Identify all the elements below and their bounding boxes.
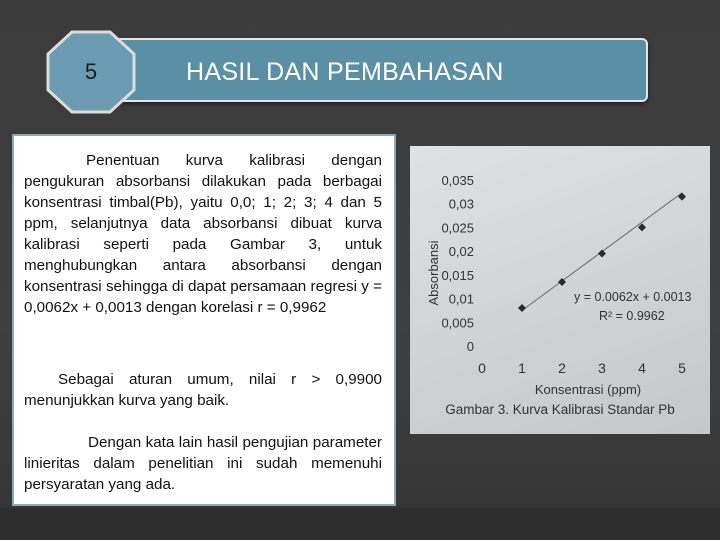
- data-point: [678, 193, 686, 201]
- y-tick-label: 0,03: [448, 196, 474, 212]
- x-tick-label: 1: [518, 360, 526, 376]
- data-point: [518, 304, 526, 312]
- data-point: [598, 250, 606, 258]
- y-tick-label: 0,035: [441, 173, 474, 188]
- y-tick-label: 0,01: [448, 291, 474, 307]
- paragraph-conclusion: Dengan kata lain hasil pengujian parameter linieritas dalam penelitian ini sudah memenuhi persyaratan yang ada.: [24, 434, 382, 493]
- x-tick-label: 5: [678, 360, 686, 376]
- x-tick-label: 4: [638, 360, 646, 376]
- x-tick-label: 2: [558, 360, 566, 376]
- regression-equation: y = 0.0062x + 0.0013: [574, 290, 692, 304]
- x-tick-label: 0: [478, 360, 486, 376]
- y-tick-label: 0: [466, 339, 474, 354]
- y-axis-label: Absorbansi: [426, 240, 441, 306]
- slide-title: HASIL DAN PEMBAHASAN: [186, 58, 504, 86]
- x-axis-label: Konsentrasi (ppm): [534, 382, 642, 397]
- paragraph-rule: Sebagai aturan umum, nilai r > 0,9900 menunjukkan kurva yang baik.: [24, 371, 382, 409]
- slide-number: 5: [84, 59, 98, 84]
- y-tick-label: 0,02: [448, 244, 474, 260]
- y-tick-label: 0,015: [441, 267, 474, 283]
- calibration-chart: [410, 146, 710, 434]
- calibration-chart-photo: [410, 146, 710, 434]
- paragraph-calibration: Penentuan kurva kalibrasi dengan pengukuran absorbansi dilakukan pada berbagai konsentrasi timbal(Pb), yaitu 0,0; 1; 2; 3; 4 dan 5 ppm, selanjutnya data absorbansi dibuat kurva kalibrasi seperti pada Gambar 3, untuk menghubungkan antara absorbansi dengan konsentrasi sehingga di dapat persamaan regresi y = 0,0062x + 0,0013 dengan korelasi r = 0,9962: [24, 152, 382, 316]
- r-squared-label: R² = 0.9962: [599, 309, 665, 323]
- slide-footer-strip: [0, 508, 720, 540]
- figure-caption: Gambar 3. Kurva Kalibrasi Standar Pb: [445, 402, 675, 417]
- y-tick-label: 0,005: [441, 315, 474, 331]
- x-tick-label: 3: [598, 360, 606, 376]
- y-tick-label: 0,025: [441, 220, 474, 236]
